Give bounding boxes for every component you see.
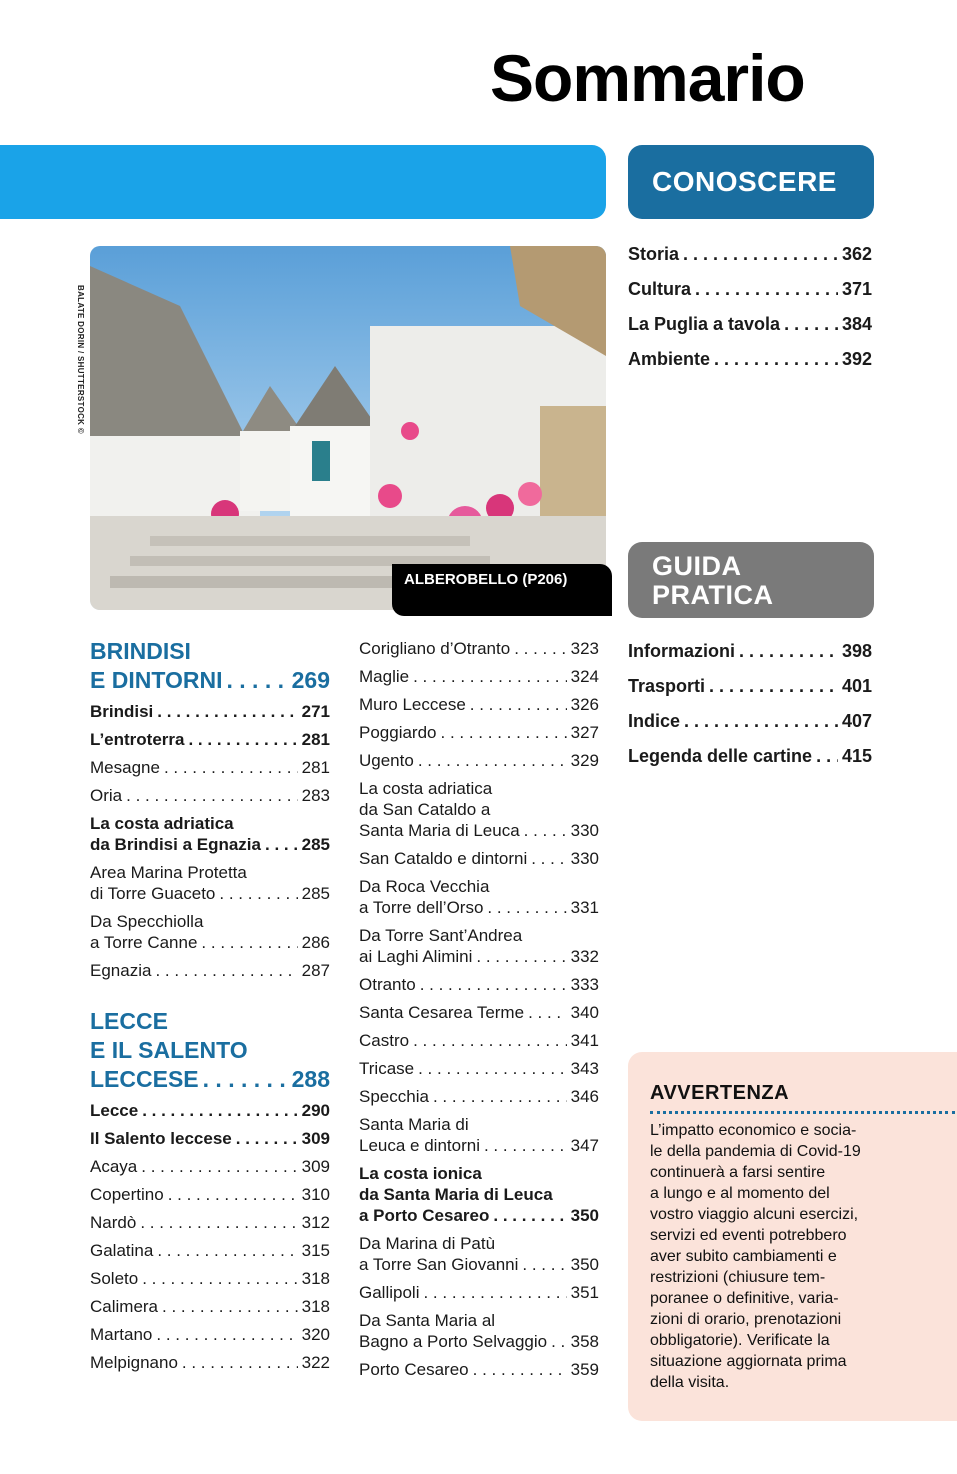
toc-entry[interactable]: Santa Maria di Leuca e dintorni . . . 347: [359, 1114, 599, 1156]
toc-entry[interactable]: Egnazia . . . 287: [90, 960, 330, 981]
photo-caption: ALBEROBELLO (P206): [392, 564, 612, 616]
section-brindisi[interactable]: [90, 637, 330, 695]
toc-entry[interactable]: La Puglia a tavola . . . 384: [628, 314, 872, 335]
toc-entry[interactable]: Lecce . . . 290: [90, 1100, 330, 1121]
toc-entry[interactable]: Mesagne . . . 281: [90, 757, 330, 778]
toc-entry[interactable]: Da Roca Vecchia a Torre dell’Orso . . . 331: [359, 876, 599, 918]
toc-entry[interactable]: Santa Cesarea Terme . . . 340: [359, 1002, 599, 1023]
toc-entry[interactable]: Oria . . . 283: [90, 785, 330, 806]
section-page: 288: [291, 1066, 330, 1092]
toc-entry[interactable]: Castro . . . 341: [359, 1030, 599, 1051]
toc-entry[interactable]: San Cataldo e dintorni . . . 330: [359, 848, 599, 869]
toc-entry[interactable]: Legenda delle cartine . . . 415: [628, 746, 872, 767]
tag-guida-pratica[interactable]: [628, 542, 874, 618]
toc-entry[interactable]: Brindisi . . . 271: [90, 701, 330, 722]
toc-entry[interactable]: La costa adriatica da San Cataldo a Santa Maria di Leuca . . . 330: [359, 778, 599, 841]
toc-entry[interactable]: Nardò . . . 312: [90, 1212, 330, 1233]
toc-entry[interactable]: Ugento . . . 329: [359, 750, 599, 771]
toc-entry[interactable]: Calimera . . . 318: [90, 1296, 330, 1317]
toc-entry[interactable]: Area Marina Protetta di Torre Guaceto . . . 285: [90, 862, 330, 904]
toc-entry[interactable]: Il Salento leccese . . . 309: [90, 1128, 330, 1149]
toc-entry[interactable]: Galatina . . . 315: [90, 1240, 330, 1261]
toc-entry[interactable]: Porto Cesareo . . . 359: [359, 1359, 599, 1380]
toc-entry[interactable]: Da Santa Maria al Bagno a Porto Selvaggio . . . 358: [359, 1310, 599, 1352]
dotted-divider: [650, 1111, 955, 1114]
toc-entry[interactable]: Poggiardo . . . 327: [359, 722, 599, 743]
toc-column-1: [90, 637, 330, 1380]
toc-entry[interactable]: Da Specchiolla a Torre Canne . . . 286: [90, 911, 330, 953]
warning-title: AVVERTENZA: [650, 1082, 790, 1104]
toc-entry[interactable]: Storia . . . 362: [628, 244, 872, 265]
tag-conoscere[interactable]: CONOSCERE: [628, 145, 874, 219]
toc-column-2: [359, 638, 599, 1387]
conoscere-list: [628, 244, 872, 384]
toc-entry[interactable]: Otranto . . . 333: [359, 974, 599, 995]
section-title-line: BRINDISI: [90, 638, 191, 664]
blue-header-bar: [0, 145, 606, 219]
warning-box: [628, 1052, 957, 1421]
toc-entry[interactable]: Informazioni . . . 398: [628, 641, 872, 662]
toc-entry[interactable]: La costa adriatica da Brindisi a Egnazia . . . 285: [90, 813, 330, 855]
section-lecce[interactable]: [90, 1007, 330, 1094]
toc-entry[interactable]: Copertino . . . 310: [90, 1184, 330, 1205]
toc-entry[interactable]: La costa ionica da Santa Maria di Leuca a Porto Cesareo . . . 350: [359, 1163, 599, 1226]
toc-entry[interactable]: Muro Leccese . . . 326: [359, 694, 599, 715]
toc-entry[interactable]: Corigliano d’Otranto . . . 323: [359, 638, 599, 659]
toc-entry[interactable]: Da Marina di Patù a Torre San Giovanni . . . 350: [359, 1233, 599, 1275]
toc-entry[interactable]: Indice . . . 407: [628, 711, 872, 732]
toc-entry[interactable]: Melpignano . . . 322: [90, 1352, 330, 1373]
section-page: 269: [291, 667, 330, 693]
section-title-line: LECCESE: [90, 1066, 199, 1092]
section-title-line: E DINTORNI: [90, 667, 223, 693]
photo-credit: BALATE DORIN / SHUTTERSTOCK ©: [76, 285, 85, 434]
toc-entry[interactable]: Gallipoli . . . 351: [359, 1282, 599, 1303]
toc-entry[interactable]: Da Torre Sant’Andrea ai Laghi Alimini . . . 332: [359, 925, 599, 967]
toc-entry[interactable]: Soleto . . . 318: [90, 1268, 330, 1289]
guida-list: [628, 641, 872, 781]
toc-entry[interactable]: Cultura . . . 371: [628, 279, 872, 300]
section-title-line: E IL SALENTO: [90, 1037, 248, 1063]
toc-entry[interactable]: Martano . . . 320: [90, 1324, 330, 1345]
alberobello-photo: [90, 246, 606, 610]
page-title: Sommario: [490, 41, 805, 115]
toc-entry[interactable]: Trasporti . . . 401: [628, 676, 872, 697]
toc-entry[interactable]: Ambiente . . . 392: [628, 349, 872, 370]
tag-guida-line1: GUIDA: [652, 551, 742, 581]
toc-entry[interactable]: Acaya . . . 309: [90, 1156, 330, 1177]
warning-text: L’impatto economico e socia- le della pandemia di Covid-19 continuerà a farsi sentire a lungo e al momento del vostro viaggio alcuni esercizi, servizi ed eventi potrebbero aver subito cambiamenti e restrizioni (chiusure tem- poranee o definitive, varia- zioni di orario, prenotazioni obbligatorie). Verificate la situazione aggiornata prima della visita.: [650, 1122, 861, 1391]
toc-entry[interactable]: Maglie . . . 324: [359, 666, 599, 687]
toc-entry[interactable]: Tricase . . . 343: [359, 1058, 599, 1079]
toc-entry[interactable]: L’entroterra . . . 281: [90, 729, 330, 750]
section-title-line: LECCE: [90, 1008, 168, 1034]
tag-guida-line2: PRATICA: [652, 580, 774, 610]
toc-entry[interactable]: Specchia . . . 346: [359, 1086, 599, 1107]
